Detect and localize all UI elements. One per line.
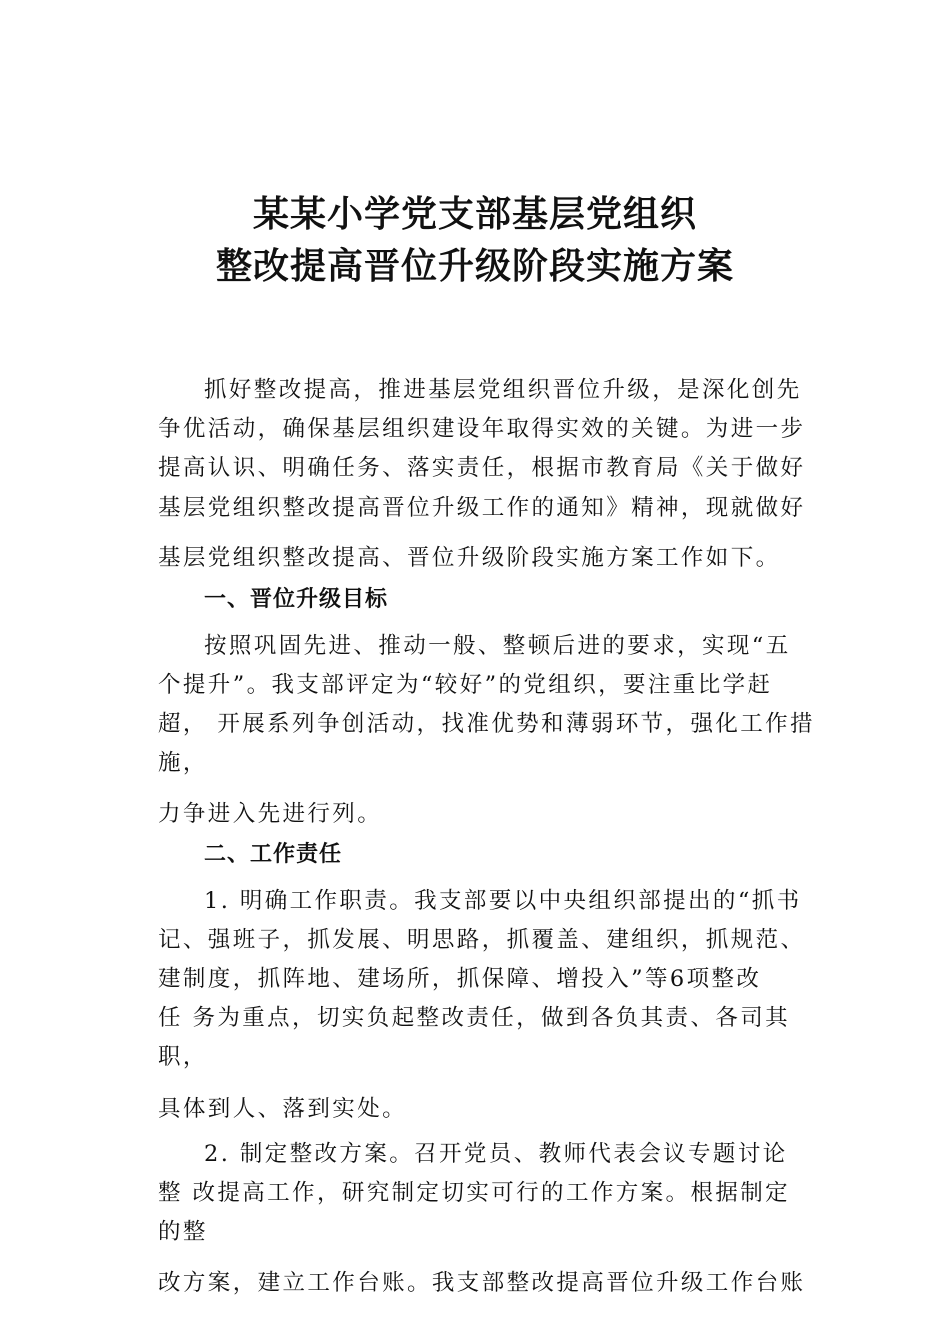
section-2-item-1-line: 建制度，抓阵地、建场所，抓保障、增投入”等6项整改	[158, 966, 762, 992]
document-title-line-2: 整改提高晋位升级阶段实施方案	[215, 245, 734, 287]
document-title-line-1: 某某小学党支部基层党组织	[252, 193, 697, 235]
section-2-item-2-line: 整 改提高工作，研究制定切实可行的工作方案。根据制定	[158, 1180, 791, 1206]
section-1-line: 力争进入先进行列。	[158, 801, 383, 827]
section-2-item-1-line: 记、强班子，抓发展、明思路，抓覆盖、建组织，抓规范、	[158, 927, 806, 953]
section-2-item-1-line: 职，	[158, 1044, 208, 1070]
section-2-item-2-line: 改方案，建立工作台账。我支部整改提高晋位升级工作台账	[158, 1270, 806, 1296]
section-2-item-1-line: 具体到人、落到实处。	[158, 1096, 408, 1122]
intro-line: 抓好整改提高，推进基层党组织晋位升级，是深化创先	[204, 377, 802, 403]
section-1-line: 施，	[158, 750, 208, 776]
section-1-line: 个提升”。我支部评定为“较好”的党组织，要注重比学赶	[158, 672, 773, 698]
section-2-item-2-line: 2. 制定整改方案。召开党员、教师代表会议专题讨论	[204, 1141, 788, 1167]
section-2-heading: 二、工作责任	[204, 842, 343, 867]
intro-line: 基层党组织整改提高、晋位升级阶段实施方案工作如下。	[158, 545, 781, 571]
intro-line: 基层党组织整改提高晋位升级工作的通知》精神，现就做好	[158, 495, 806, 521]
section-1-line: 按照巩固先进、推动一般、整顿后进的要求，实现“五	[204, 633, 791, 659]
section-1-line: 超， 开展系列争创活动，找准优势和薄弱环节，强化工作措	[158, 711, 815, 737]
section-2-item-1-line: 1. 明确工作职责。我支部要以中央组织部提出的“抓书	[204, 888, 802, 914]
section-1-heading: 一、晋位升级目标	[204, 587, 389, 612]
section-2-item-1-line: 任 务为重点，切实负起整改责任，做到各负其责、各司其	[158, 1005, 791, 1031]
intro-line: 提高认识、明确任务、落实责任，根据市教育局《关于做好	[158, 455, 806, 481]
section-2-item-2-line: 的整	[158, 1219, 208, 1245]
intro-line: 争优活动，确保基层组织建设年取得实效的关键。为进一步	[158, 416, 806, 442]
